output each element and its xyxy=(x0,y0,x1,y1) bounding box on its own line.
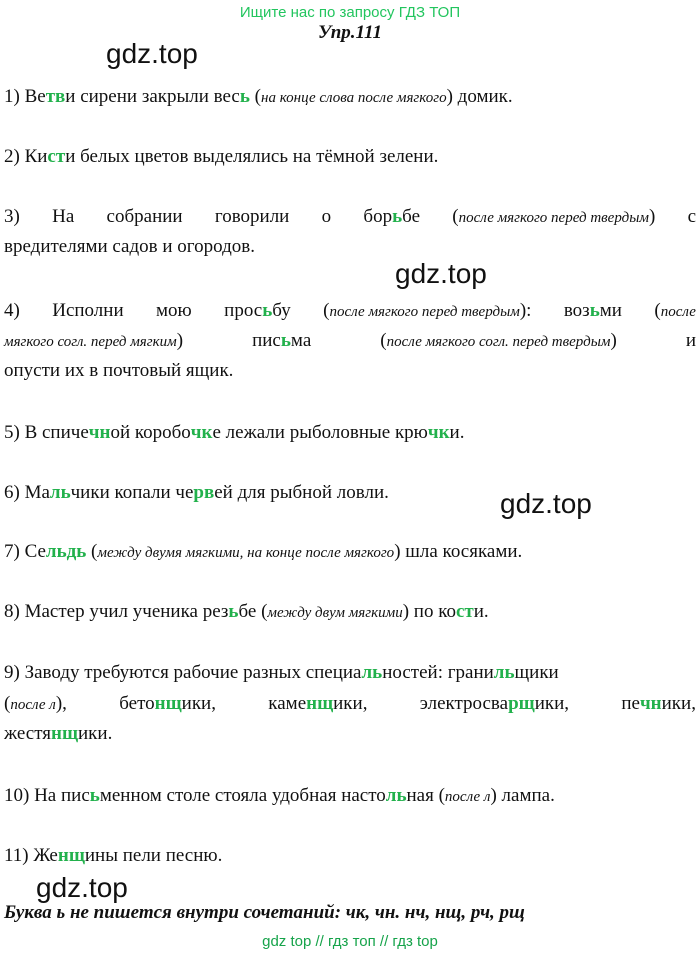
rule-note: после л xyxy=(444,789,491,805)
sentence-11: 11) Женщины пели песню. xyxy=(4,845,223,866)
rule-note: после мягкого согл. перед твердым xyxy=(386,334,611,350)
rule-note: после мягкого перед твердым xyxy=(458,210,649,226)
watermark: gdz.top xyxy=(106,38,198,69)
promo-banner: Ищите нас по запросу ГДЗ ТОП xyxy=(239,4,461,21)
sentence-9-line-1: 9) Заводу требуются рабочие разных специальностей: гранильщики xyxy=(4,662,559,683)
sentence-1: 1) Ветви сирени закрыли весь (на конце слова после мягкого) домик. xyxy=(4,86,513,107)
sentence-2: 2) Кисти белых цветов выделялись на тёмной зелени. xyxy=(4,146,439,167)
exercise-title: Упр.111 xyxy=(318,22,382,43)
sentence-10: 10) На письменном столе стояла удобная настольная (после л) лампа. xyxy=(4,785,555,806)
rule-note: на конце слова после мягкого xyxy=(261,90,447,106)
rule-note: после мягкого перед твердым xyxy=(329,304,520,320)
footer-links: gdz top // гдз топ // гдз top xyxy=(262,933,438,950)
sentence-3-line-1: 3) На собрании говорили о борьбе (после мягкого перед твердым) с xyxy=(4,206,696,227)
sentence-8: 8) Мастер учил ученика резьбе (между двум мягкими) по кости. xyxy=(4,601,489,622)
sentence-7: 7) Сельдь (между двумя мягкими, на конце после мягкого) шла косяками. xyxy=(4,541,523,562)
rule-note: после л xyxy=(10,697,56,713)
rule-note: мягкого согл. перед мягким xyxy=(4,334,177,350)
sentence-9-line-3: жестянщики. xyxy=(4,723,113,744)
rule-note: между двумя мягкими, на конце после мягкого xyxy=(97,545,395,561)
sentence-6: 6) Мальчики копали червей для рыбной ловли. xyxy=(4,482,389,503)
sentence-5: 5) В спичечной коробочке лежали рыболовные крючки. xyxy=(4,422,465,443)
watermark: gdz.top xyxy=(500,488,592,519)
watermark: gdz.top xyxy=(395,258,487,289)
sentence-4-line-2: мягкого согл. перед мягким) письма (после мягкого согл. перед твердым) и xyxy=(4,330,696,351)
sentence-3-line-2: вредителями садов и огородов. xyxy=(4,236,255,257)
watermark: gdz.top xyxy=(36,872,128,903)
sentence-4-line-1: 4) Исполни мою просьбу (после мягкого перед твердым): возьми (после xyxy=(4,300,696,321)
rule-note: между двум мягкими xyxy=(267,605,403,621)
sentence-4-line-3: опусти их в почтовый ящик. xyxy=(4,360,234,381)
rule-summary: Буква ь не пишется внутри сочетаний: чк, чн. нч, нщ, рч, рщ xyxy=(4,902,525,923)
sentence-9-line-2: (после л), бетонщики, каменщики, электросварщики, печники, xyxy=(4,693,696,714)
